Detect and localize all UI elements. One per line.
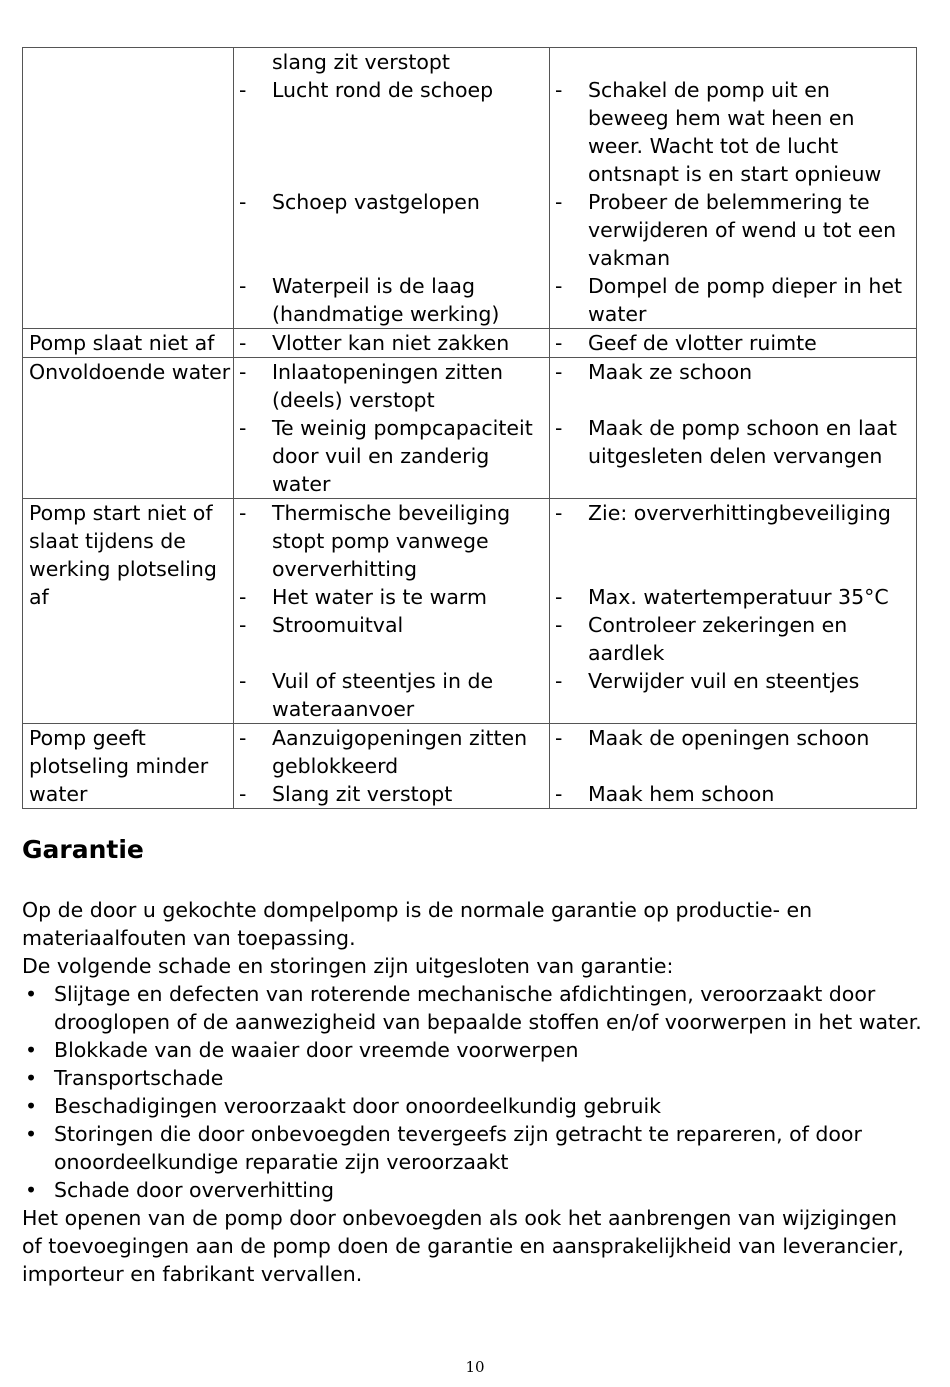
dash-marker: - [555, 585, 563, 609]
exclusion-list [22, 980, 922, 1204]
dash-marker: - [239, 501, 247, 525]
problem-cell: Pomp geeft plotseling minder water [23, 724, 234, 809]
cause-cell [234, 499, 550, 724]
page-number: 10 [465, 1358, 485, 1376]
dash-marker: - [555, 360, 563, 384]
table-row [23, 499, 917, 724]
intro-paragraph: Op de door u gekochte dompelpomp is de normale garantie op productie- en materiaalfouten van toepassing. [22, 898, 813, 950]
list-item: • Blokkade van de waaier door vreemde voorwerpen [25, 1038, 579, 1062]
cause-item: - Het water is te warm [239, 585, 487, 609]
dash-marker: - [239, 416, 247, 440]
dash-marker: - [555, 782, 563, 806]
cause-item: slang zit verstopt [272, 50, 450, 74]
bullet-icon: • [25, 1122, 38, 1146]
dash-marker: - [555, 274, 563, 298]
section-heading: Garantie [22, 835, 144, 864]
problem-cell [23, 48, 234, 329]
dash-marker: - [239, 726, 247, 750]
solution-item: - Zie: oververhittingbeveiliging [555, 501, 891, 525]
dash-marker: - [555, 501, 563, 525]
dash-marker: - [239, 669, 247, 693]
cause-item: - Aanzuigopeningen zitten geblokkeerd [239, 726, 528, 778]
cause-item: - Te weinig pompcapaciteit door vuil en zanderig water [239, 416, 533, 496]
dash-marker: - [239, 331, 247, 355]
dash-marker: - [239, 274, 247, 298]
troubleshooting-table [22, 47, 917, 809]
solution-cell [550, 48, 917, 329]
dash-marker: - [239, 190, 247, 214]
dash-marker: - [555, 416, 563, 440]
cause-item: - Vuil of steentjes in de wateraanvoer [239, 669, 494, 721]
cause-item: - Inlaatopeningen zitten (deels) verstopt [239, 360, 504, 412]
problem-cell: Onvoldoende water [23, 358, 234, 499]
dash-marker: - [555, 190, 563, 214]
table-row [23, 48, 917, 329]
list-item: • Transportschade [25, 1066, 224, 1090]
solution-cell [550, 499, 917, 724]
solution-cell [550, 329, 917, 358]
solution-item: - Verwijder vuil en steentjes [555, 669, 860, 693]
cause-item: - Lucht rond de schoep [239, 78, 494, 102]
dash-marker: - [239, 782, 247, 806]
dash-marker: - [555, 331, 563, 355]
dash-marker: - [555, 613, 563, 637]
garantie-section [22, 830, 922, 1288]
excluded-intro: De volgende schade en storingen zijn uitgesloten van garantie: [22, 954, 674, 978]
solution-cell [550, 724, 917, 809]
dash-marker: - [555, 726, 563, 750]
solution-item: - Geef de vlotter ruimte [555, 331, 817, 355]
bullet-icon: • [25, 1178, 38, 1202]
bullet-icon: • [25, 1094, 38, 1118]
problem-cell: Pomp start niet of slaat tijdens de werking plotseling af [23, 499, 234, 724]
table-row [23, 358, 917, 499]
dash-marker: - [239, 585, 247, 609]
cause-cell [234, 724, 550, 809]
closing-paragraph: Het openen van de pomp door onbevoegden als ook het aanbrengen van wijzigingen of toevoegingen aan de pomp doen de garantie en aansprakelijkheid van leverancier, importeur en fabrikant vervallen. [22, 1206, 904, 1286]
cause-cell [234, 329, 550, 358]
solution-item: - Maak de pomp schoon en laat uitgesleten delen vervangen [555, 416, 897, 468]
cause-item: - Slang zit verstopt [239, 782, 453, 806]
list-item: • Slijtage en defecten van roterende mechanische afdichtingen, veroorzaakt door drooglopen of de aanwezigheid van bepaalde stoffen en/of voorwerpen in het water. [25, 982, 922, 1034]
cause-item: - Stroomuitval [239, 613, 404, 637]
problem-cell: Pomp slaat niet af [23, 329, 234, 358]
list-item: • Schade door oververhitting [25, 1178, 335, 1202]
cause-item: - Schoep vastgelopen [239, 190, 480, 214]
dash-marker: - [239, 78, 247, 102]
bullet-icon: • [25, 1038, 38, 1062]
dash-marker: - [239, 613, 247, 637]
solution-item: - Maak ze schoon [555, 360, 753, 384]
list-item: • Beschadigingen veroorzaakt door onoordeelkundig gebruik [25, 1094, 662, 1118]
solution-item: - Max. watertemperatuur 35°C [555, 585, 889, 609]
cause-item: - Vlotter kan niet zakken [239, 331, 510, 355]
dash-marker: - [239, 360, 247, 384]
dash-marker: - [555, 669, 563, 693]
solution-item: - Probeer de belemmering te verwijderen of wend u tot een vakman [555, 190, 897, 270]
solution-item: - Schakel de pomp uit en beweeg hem wat heen en weer. Wacht tot de lucht ontsnapt is en start opnieuw [555, 78, 882, 186]
solution-cell [550, 358, 917, 499]
dash-marker: - [555, 78, 563, 102]
solution-item: - Maak hem schoon [555, 782, 775, 806]
bullet-icon: • [25, 1066, 38, 1090]
cause-cell [234, 358, 550, 499]
cause-cell [234, 48, 550, 329]
cause-item: - Waterpeil is de laag (handmatige werking) [239, 274, 500, 326]
bullet-icon: • [25, 982, 38, 1006]
solution-item: - Controleer zekeringen en aardlek [555, 613, 848, 665]
solution-item: - Dompel de pomp dieper in het water [555, 274, 903, 326]
table-row [23, 329, 917, 358]
solution-item: - Maak de openingen schoon [555, 726, 870, 750]
cause-item: - Thermische beveiliging stopt pomp vanwege oververhitting [239, 501, 511, 581]
list-item: • Storingen die door onbevoegden tevergeefs zijn getracht te repareren, of door onoordeelkundige reparatie zijn veroorzaakt [25, 1122, 862, 1174]
table-row [23, 724, 917, 809]
